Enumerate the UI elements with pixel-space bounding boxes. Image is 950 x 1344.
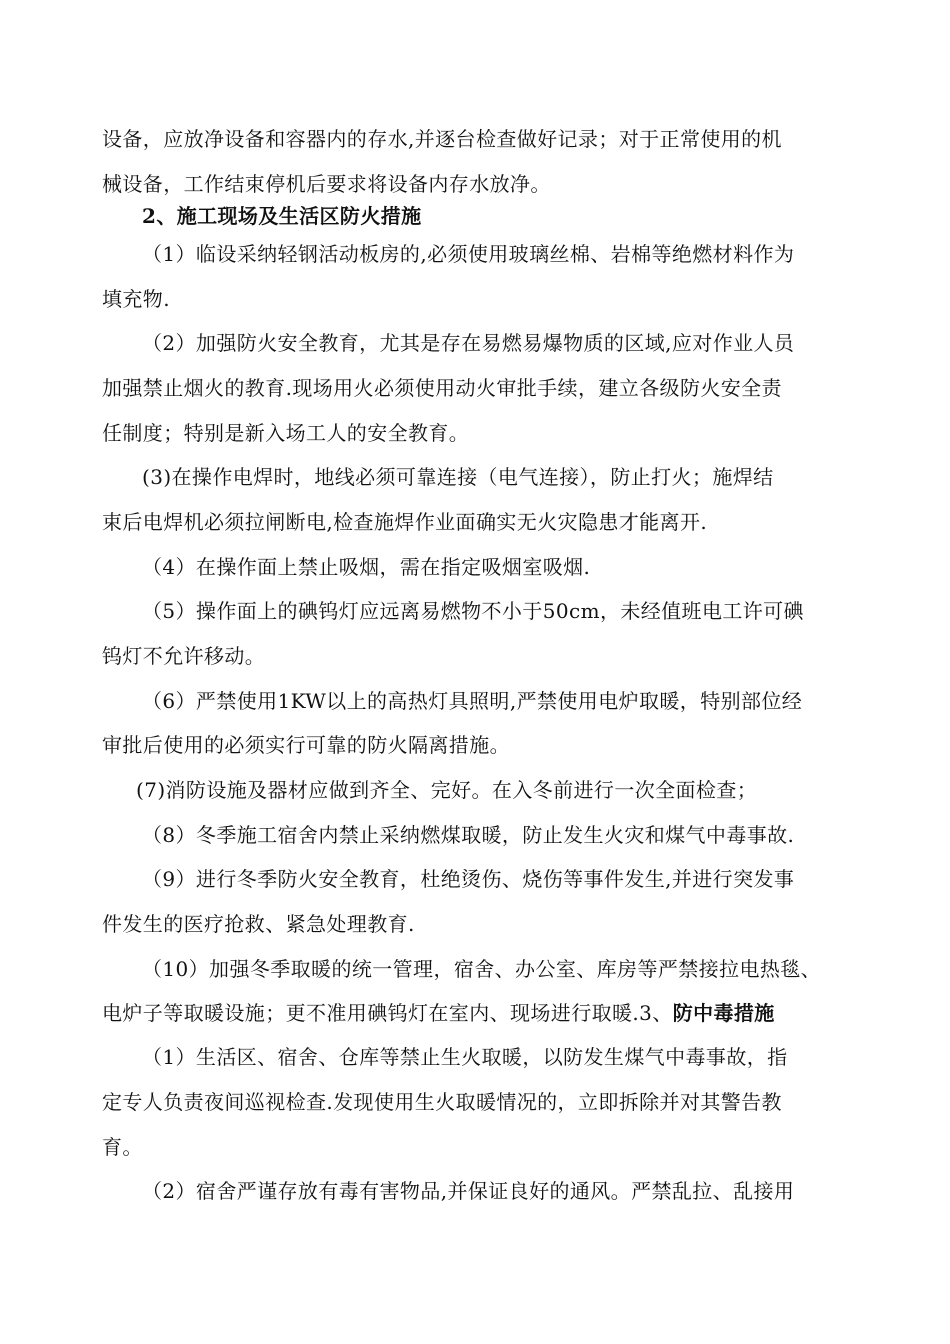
paragraph-line: 定专人负责夜间巡视检查.发现使用生火取暖情况的，立即拆除并对其警告教 [102, 1090, 782, 1114]
paragraph-line: （9）进行冬季防火安全教育，杜绝烫伤、烧伤等事件发生,并进行突发事 [142, 867, 795, 891]
paragraph-line: （2）加强防火安全教育，尤其是存在易燃易爆物质的区域,应对作业人员 [142, 331, 795, 355]
paragraph-line: 加强禁止烟火的教育.现场用火必须使用动火审批手续，建立各级防火安全责 [102, 376, 782, 400]
paragraph-line: (3)在操作电焊时，地线必须可靠连接（电气连接），防止打火；施焊结 [142, 465, 774, 489]
paragraph-line-with-heading [102, 999, 862, 1027]
paragraph-line: （6）严禁使用1KW以上的高热灯具照明,严禁使用电炉取暖，特别部位经 [142, 689, 803, 713]
paragraph-line: 审批后使用的必须实行可靠的防火隔离措施。 [102, 733, 510, 757]
paragraph-line: （4）在操作面上禁止吸烟，需在指定吸烟室吸烟. [142, 555, 591, 579]
paragraph-line: 填充物. [102, 287, 170, 311]
paragraph-line: （10）加强冬季取暖的统一管理，宿舍、办公室、库房等严禁接拉电热毯、 [142, 957, 822, 981]
paragraph-line: 械设备，工作结束停机后要求将设备内存水放净。 [102, 172, 551, 196]
paragraph-line: （1）临设采纳轻钢活动板房的,必须使用玻璃丝棉、岩棉等绝燃材料作为 [142, 242, 795, 266]
paragraph-line: （1）生活区、宿舍、仓库等禁止生火取暖，以防发生煤气中毒事故，指 [142, 1045, 788, 1069]
paragraph-text: 电炉子等取暖设施；更不准用碘钨灯在室内、现场进行取暖.3、 [102, 1001, 673, 1025]
paragraph-line: 任制度；特别是新入场工人的安全教育。 [102, 421, 470, 445]
paragraph-line: 设备，应放净设备和容器内的存水,并逐台检查做好记录；对于正常使用的机 [102, 127, 782, 151]
paragraph-line: 束后电焊机必须拉闸断电,检查施焊作业面确实无火灾隐患才能离开. [102, 510, 708, 534]
paragraph-line: 件发生的医疗抢救、紧急处理教育. [102, 912, 415, 936]
paragraph-line: (7)消防设施及器材应做到齐全、完好。在入冬前进行一次全面检查； [136, 778, 758, 802]
paragraph-line: 钨灯不允许移动。 [102, 644, 266, 668]
paragraph-line: 育。 [102, 1135, 143, 1159]
paragraph-line: （2）宿舍严谨存放有毒有害物品,并保证良好的通风。严禁乱拉、乱接用 [142, 1179, 795, 1203]
paragraph-line: （8）冬季施工宿舍内禁止采纳燃煤取暖，防止发生火灾和煤气中毒事故. [142, 823, 795, 847]
section-heading-poison-prevention: 防中毒措施 [672, 1001, 775, 1025]
section-heading-fire-prevention: 2、施工现场及生活区防火措施 [142, 204, 422, 228]
paragraph-line: （5）操作面上的碘钨灯应远离易燃物不小于50cm，未经值班电工许可碘 [142, 599, 804, 623]
